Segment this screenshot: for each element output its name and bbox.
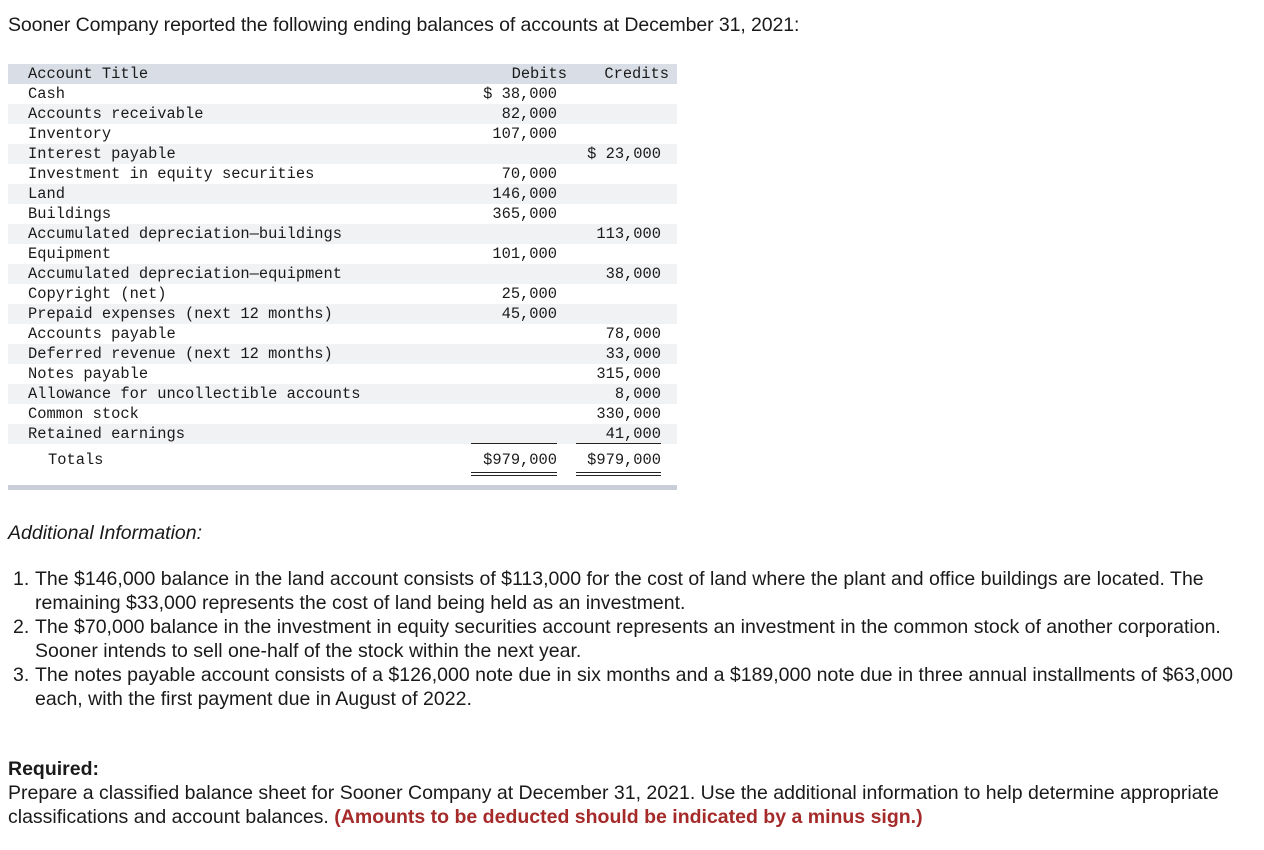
required-emphasis: (Amounts to be deducted should be indicated by a minus sign.) xyxy=(334,806,923,828)
account-title-cell: Copyright (net) xyxy=(28,285,167,303)
credit-cell: 113,000 xyxy=(596,225,661,243)
totals-label: Totals xyxy=(48,451,104,469)
list-item-text: The $146,000 balance in the land account consists of $113,000 for the cost of land where the plant and office buildings are located. The remaining $33,000 represents the cost of land being held as an investment. xyxy=(35,568,1204,614)
table-row xyxy=(8,244,677,264)
table-row xyxy=(8,184,677,204)
credit-cell: 41,000 xyxy=(605,425,661,443)
debit-total-double-rule-2 xyxy=(471,475,557,476)
trial-balance-table xyxy=(8,64,677,490)
account-title-cell: Accounts payable xyxy=(28,325,176,343)
list-item xyxy=(8,615,1258,663)
debit-cell: 146,000 xyxy=(492,185,557,203)
credit-cell: 33,000 xyxy=(605,345,661,363)
account-title-cell: Prepaid expenses (next 12 months) xyxy=(28,305,333,323)
totals-row xyxy=(8,450,677,470)
account-title-cell: Buildings xyxy=(28,205,112,223)
account-title-cell: Investment in equity securities xyxy=(28,165,315,183)
table-row xyxy=(8,324,677,344)
table-row xyxy=(8,204,677,224)
account-title-cell: Cash xyxy=(28,85,65,103)
credit-cell: $ 23,000 xyxy=(587,145,661,163)
account-title-cell: Accumulated depreciation—buildings xyxy=(28,225,343,243)
table-bottom-border xyxy=(8,485,677,490)
account-title-cell: Deferred revenue (next 12 months) xyxy=(28,345,333,363)
account-title-cell: Inventory xyxy=(28,125,112,143)
debit-cell: 82,000 xyxy=(501,105,557,123)
credit-cell: 315,000 xyxy=(596,365,661,383)
credit-subtotal-rule xyxy=(576,443,661,444)
account-title-cell: Notes payable xyxy=(28,365,149,383)
intro-text: Sooner Company reported the following ending balances of accounts at December 31, 2021: xyxy=(8,14,800,36)
account-title-cell: Land xyxy=(28,185,65,203)
debit-subtotal-rule xyxy=(471,443,557,444)
debit-cell: 25,000 xyxy=(501,285,557,303)
table-row xyxy=(8,384,677,404)
list-item-text: The $70,000 balance in the investment in equity securities account represents an investment in the common stock of another corporation. Sooner intends to sell one-half of the stock within the next year. xyxy=(35,616,1221,662)
account-title-cell: Equipment xyxy=(28,245,112,263)
list-item-number: 3. xyxy=(13,664,30,686)
table-header-row xyxy=(8,64,677,84)
table-row xyxy=(8,404,677,424)
account-title-cell: Interest payable xyxy=(28,145,176,163)
list-item xyxy=(8,567,1258,615)
header-account-title: Account Title xyxy=(28,65,149,83)
debit-total-double-rule-1 xyxy=(471,472,557,473)
debit-cell: 101,000 xyxy=(492,245,557,263)
table-row xyxy=(8,144,677,164)
required-text: Prepare a classified balance sheet for Sooner Company at December 31, 2021. Use the additional information to help determine appropriate classifications and account balances. xyxy=(8,782,1219,828)
required-title: Required: xyxy=(8,758,100,780)
additional-info-list xyxy=(8,567,1258,711)
list-item xyxy=(8,663,1258,711)
table-row xyxy=(8,364,677,384)
table-row xyxy=(8,224,677,244)
debit-cell: 107,000 xyxy=(492,125,557,143)
account-title-cell: Accounts receivable xyxy=(28,105,204,123)
list-item-number: 2. xyxy=(13,616,30,638)
list-item-text: The notes payable account consists of a $126,000 note due in six months and a $189,000 note due in three annual installments of $63,000 each, with the first payment due in August of 2022. xyxy=(35,664,1233,710)
account-title-cell: Allowance for uncollectible accounts xyxy=(28,385,361,403)
additional-info-title: Additional Information: xyxy=(8,522,203,544)
list-item-number: 1. xyxy=(13,568,30,590)
table-row xyxy=(8,104,677,124)
debit-cell: 70,000 xyxy=(501,165,557,183)
header-credits: Credits xyxy=(604,65,669,83)
trial-balance-grid xyxy=(8,64,677,484)
credit-total-double-rule-1 xyxy=(576,472,661,473)
header-debits: Debits xyxy=(511,65,567,83)
account-title-cell: Accumulated depreciation—equipment xyxy=(28,265,343,283)
table-row xyxy=(8,264,677,284)
credit-cell: 330,000 xyxy=(596,405,661,423)
debit-cell: 45,000 xyxy=(501,305,557,323)
table-row xyxy=(8,124,677,144)
table-row xyxy=(8,344,677,364)
required-instructions xyxy=(8,781,1258,829)
table-row xyxy=(8,424,677,444)
credit-cell: 78,000 xyxy=(605,325,661,343)
debit-cell: 365,000 xyxy=(492,205,557,223)
debit-cell: $ 38,000 xyxy=(483,85,557,103)
credit-cell: 38,000 xyxy=(605,265,661,283)
credit-total-double-rule-2 xyxy=(576,475,661,476)
credit-cell: 8,000 xyxy=(614,385,661,403)
table-row xyxy=(8,304,677,324)
totals-credit: $979,000 xyxy=(587,451,661,469)
totals-debit: $979,000 xyxy=(483,451,557,469)
account-title-cell: Retained earnings xyxy=(28,425,186,443)
table-row xyxy=(8,284,677,304)
account-title-cell: Common stock xyxy=(28,405,139,423)
table-row xyxy=(8,84,677,104)
table-row xyxy=(8,164,677,184)
